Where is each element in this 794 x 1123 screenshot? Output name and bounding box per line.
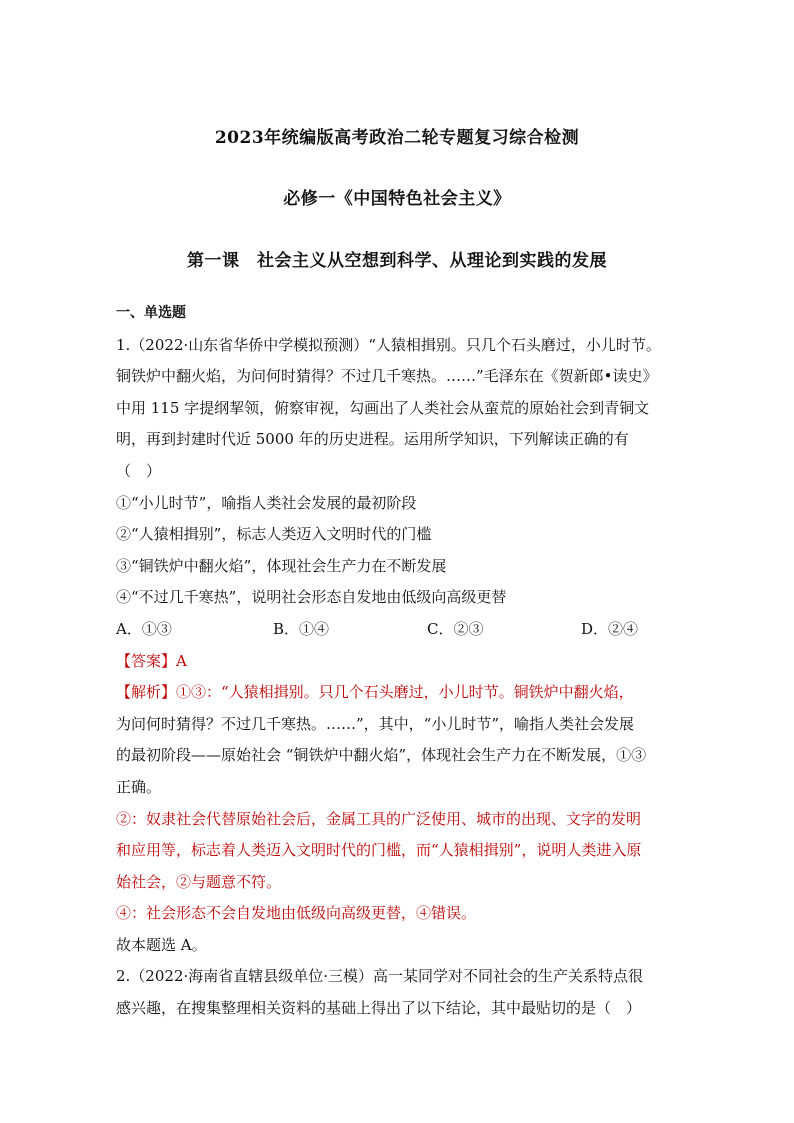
analysis-line: 为问何时猜得？不过几千寒热。……”，其中，“小儿时节”，喻指人类社会发展 xyxy=(116,714,635,733)
lesson-title: 第一课 社会主义从空想到科学、从理论到实践的发展 xyxy=(187,251,607,271)
option-c: C．②③ xyxy=(427,619,484,638)
answer-options xyxy=(116,614,686,646)
document-title: 2023年统编版高考政治二轮专题复习综合检测 xyxy=(214,128,580,148)
statement-1: ①“小儿时节”，喻指人类社会发展的最初阶段 xyxy=(116,493,417,512)
answer-tag: 【答案】 xyxy=(116,651,177,670)
question-1-stem-line: （ ） xyxy=(116,461,162,480)
option-b: B．①④ xyxy=(273,619,330,638)
answer-line xyxy=(116,646,686,678)
analysis-2-line: ②：奴隶社会代替原始社会后，金属工具的广泛使用、城市的出现、文字的发明 xyxy=(116,809,642,828)
question-1 xyxy=(116,330,686,962)
analysis-tag: 【解析】 xyxy=(116,683,177,702)
conclusion-line: 故本题选 A。 xyxy=(116,935,207,954)
question-2-stem-line: 感兴趣，在搜集整理相关资料的基础上得出了以下结论，其中最贴切的是（ ） xyxy=(116,999,642,1018)
analysis-line: 正确。 xyxy=(116,777,162,796)
document-subtitle: 必修一《中国特色社会主义》 xyxy=(283,189,511,209)
analysis-3-line: ④：社会形态不会自发地由低级向高级更替，④错误。 xyxy=(116,904,477,923)
question-1-stem-line: 中用 115 字提纲挈领，俯察审视，勾画出了人类社会从蛮荒的原始社会到青铜文 xyxy=(116,398,650,417)
option-a: A．①③ xyxy=(116,619,172,638)
analysis-2-line: 和应用等，标志着人类迈入文明时代的门槛，而“人猿相揖别”，说明人类进入原 xyxy=(116,841,642,860)
analysis-2-line: 始社会，②与题意不符。 xyxy=(116,872,282,891)
question-1-stem-line: 明，再到封建时代近 5000 年的历史进程。运用所学知识，下列解读正确的有 xyxy=(116,430,629,449)
option-d: D．②④ xyxy=(581,619,639,638)
question-1-stem-line: 1.（2022·山东省华侨中学模拟预测）“人猿相揖别。只几个石头磨过，小儿时节。 xyxy=(116,335,661,354)
analysis-line: 的最初阶段——原始社会 “铜铁炉中翻火焰”，体现社会生产力在不断发展，①③ xyxy=(116,746,647,765)
analysis-text: ①③：“人猿相揖别。只几个石头磨过，小儿时节。铜铁炉中翻火焰， xyxy=(176,683,634,702)
section-heading: 一、单选题 xyxy=(116,305,186,321)
question-content xyxy=(116,298,686,1025)
statement-3: ③“铜铁炉中翻火焰”，体现社会生产力在不断发展 xyxy=(116,556,447,575)
statement-4: ④“不过几千寒热”，说明社会形态自发地由低级向高级更替 xyxy=(116,588,507,607)
analysis-line xyxy=(116,677,686,709)
question-1-stem-line: 铜铁炉中翻火焰，为问何时猜得？不过几千寒热。……”毛泽东在《贺新郎•读史》 xyxy=(116,367,658,386)
statement-2: ②“人猿相揖别”，标志人类迈入文明时代的门槛 xyxy=(116,525,432,544)
question-2-stem-line: 2.（2022·海南省直辖县级单位·三模）高一某同学对不同社会的生产关系特点很 xyxy=(116,967,644,986)
question-2 xyxy=(116,961,686,1024)
answer-value: A xyxy=(176,651,187,670)
